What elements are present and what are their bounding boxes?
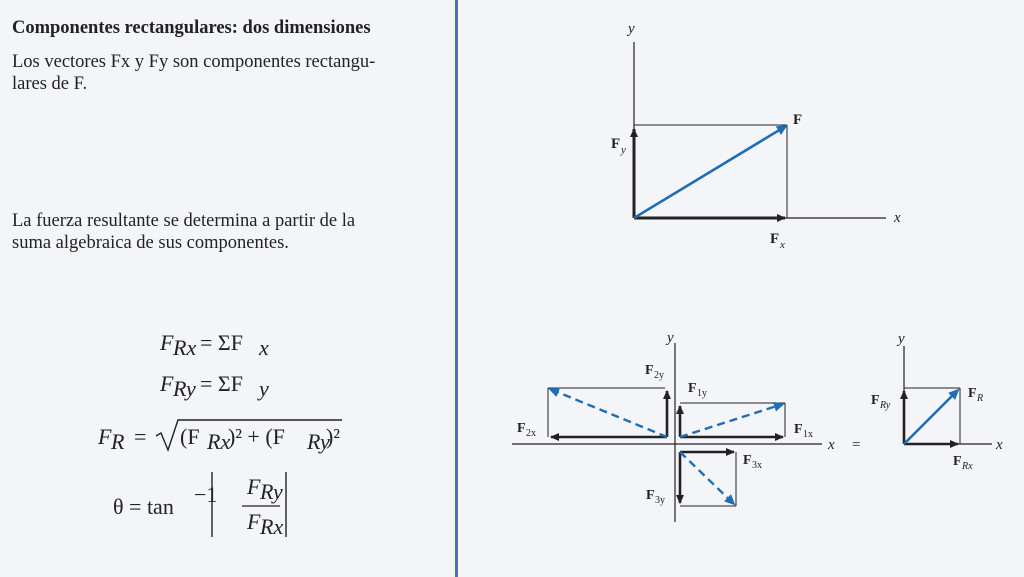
res-y-axis-label: y — [898, 331, 905, 347]
fr-end: )² — [326, 424, 340, 449]
theta-num-sub: Ry — [260, 479, 283, 504]
components-paragraph: Los vectores Fx y Fy son componentes rectangu- lares de F. — [12, 52, 376, 94]
equation-frx — [159, 330, 269, 360]
label-fx-sub: x — [780, 239, 785, 251]
theta-num: F — [247, 474, 261, 499]
label-f3y: F — [646, 488, 655, 503]
label-fx: F — [770, 231, 780, 247]
frx-rhs-sub: x — [259, 335, 269, 360]
fr-rx: Rx — [207, 429, 231, 454]
resultant-diagram — [871, 331, 1003, 472]
theta-den-sub: Rx — [260, 514, 284, 539]
sum-diagram — [512, 330, 835, 522]
theta-den: F — [247, 509, 261, 534]
fry-lhs: F — [160, 371, 174, 396]
label-fry-sub: Ry — [880, 400, 891, 411]
label-f3x: F — [743, 453, 752, 468]
components-diagram — [611, 21, 901, 251]
frx-rhs: = ΣF — [200, 330, 243, 355]
label-f1x: F — [794, 422, 803, 437]
label-f1y: F — [688, 381, 697, 396]
section-title: Componentes rectangulares: dos dimensiones — [12, 18, 371, 38]
fry-rhs: = ΣF — [200, 371, 243, 396]
resultant-paragraph: La fuerza resultante se determina a partir de la suma algebraica de sus componentes. — [12, 211, 356, 253]
label-f2x-sub: 2x — [526, 428, 536, 439]
frx-sub: Rx — [173, 335, 197, 360]
equation-fry — [159, 371, 269, 401]
label-f3x-sub: 3x — [752, 460, 762, 471]
label-f1x-sub: 1x — [803, 429, 813, 440]
frx-lhs: F — [160, 330, 174, 355]
label-f: F — [793, 112, 803, 128]
fr-ry: Ry — [307, 429, 330, 454]
label-f3y-sub: 3y — [655, 495, 665, 506]
label-f2x: F — [517, 421, 526, 436]
label-fr-sub: R — [977, 393, 984, 404]
label-f2y: F — [645, 363, 654, 378]
label-f1y-sub: 1y — [697, 388, 707, 399]
fry-sub: Ry — [173, 376, 196, 401]
fr-lhs: F — [98, 424, 112, 449]
label-f2y-sub: 2y — [654, 370, 664, 381]
label-fry: F — [871, 393, 880, 408]
label-frx: F — [953, 454, 962, 469]
f-vector — [634, 126, 786, 218]
y-axis-label: y — [628, 21, 635, 37]
equation-fr — [97, 420, 342, 454]
label-fr: F — [968, 386, 977, 401]
f2-vector — [550, 389, 667, 437]
equation-theta — [113, 472, 286, 539]
label-fy-sub: y — [621, 144, 626, 156]
fr-eq: = — [134, 424, 147, 449]
fr-mid: )² + (F — [228, 424, 285, 449]
theta-lhs: θ = tan — [113, 494, 174, 519]
sum-y-axis-label: y — [667, 330, 674, 346]
label-frx-sub: Rx — [962, 461, 973, 472]
fr-sub: R — [111, 429, 125, 454]
equals-sign: = — [852, 437, 861, 453]
x-axis-label: x — [894, 210, 901, 226]
sum-x-axis-label: x — [828, 437, 835, 453]
fr-rhs: (F — [180, 424, 200, 449]
label-fy: F — [611, 136, 621, 152]
f3-vector — [680, 452, 734, 504]
fr-vector — [904, 390, 958, 444]
f1-vector — [680, 404, 783, 437]
fry-rhs-sub: y — [259, 376, 269, 401]
res-x-axis-label: x — [996, 437, 1003, 453]
theta-sup: −1 — [194, 482, 218, 507]
